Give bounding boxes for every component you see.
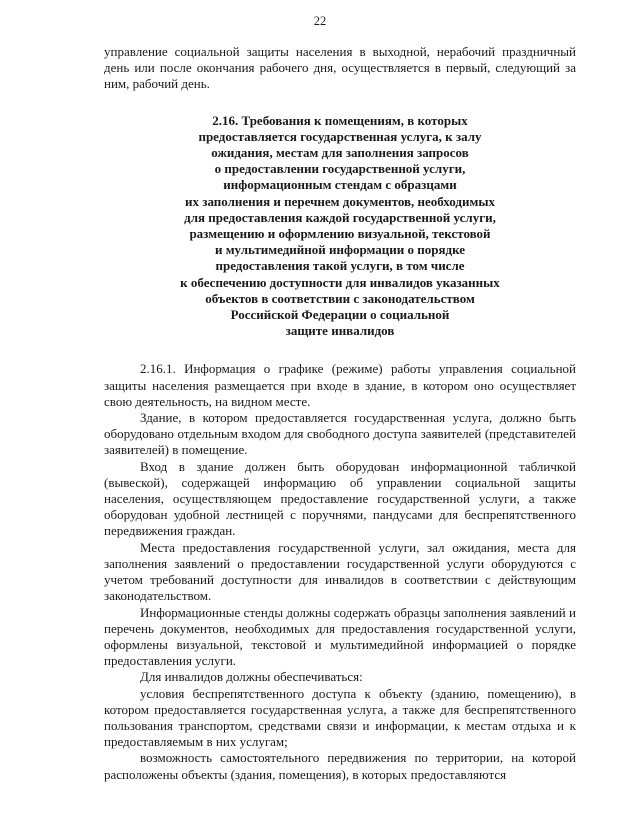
paragraph-2-16-1: 2.16.1. Информация о графике (режиме) работы управления социальной защиты населения размещается при входе в здание, в котором оно осуществляет свою деятельность, на видном месте. [104,361,576,409]
heading-line: 2.16. Требования к помещениям, в которых [212,112,468,128]
paragraph-movement: возможность самостоятельного передвижения по территории, на которой расположены объекты (здания, помещения), в которых предоставляются [104,750,576,782]
heading-line: Российской Федерации о социальной [230,307,450,323]
paragraph-access-conditions: условия беспрепятственного доступа к объекту (зданию, помещению), в котором предоставляется государственная услуга, а также для беспрепятственного пользования транспортом, средствами связи и информации, к местам отдыха и к предоставляемым в них услугам; [104,685,576,750]
heading-line: их заполнения и перечнем документов, необходимых [184,193,495,209]
document-body [104,44,576,783]
heading-line: информационным стендам с образцами [223,177,457,193]
paragraph-entrance-signage: Вход в здание должен быть оборудован информационной табличкой (вывеской), содержащей информацию об управлении социальной защиты населения, осуществляющем предоставление государственной услуги, а также оборудован удобной лестницей с поручнями, пандусами для беспрепятственного передвижения граждан. [104,458,576,539]
paragraph-building-entrance: Здание, в котором предоставляется государственная услуга, должно быть оборудовано отдельным входом для свободного доступа заявителей (представителей заявителей) в помещение. [104,410,576,458]
heading-line: предоставления такой услуги, в том числе [215,258,465,274]
heading-line: защите инвалидов [285,323,395,339]
heading-line: к обеспечению доступности для инвалидов указанных [180,274,500,290]
heading-line: о предоставлении государственной услуги, [214,161,466,177]
paragraph-service-places: Места предоставления государственной услуги, зал ожидания, места для заполнения заявлений о предоставлении государственной услуги оборудуются с учетом требований доступности для инвалидов в соответствии с действующим законодательством. [104,539,576,604]
paragraph-info-stands: Информационные стенды должны содержать образцы заполнения заявлений и перечень документов, необходимых для предоставления государственной услуги, оформлены визуальной, текстовой и мультимедийной информацией о порядке предоставления услуги. [104,604,576,669]
heading-line: ожидания, местам для заполнения запросов [211,145,469,161]
heading-line: предоставляется государственная услуга, к залу [198,128,482,144]
heading-line: объектов в соответствии с законодательством [205,290,475,306]
section-heading [104,113,576,340]
intro-paragraph: управление социальной защиты населения в выходной, нерабочий праздничный день или после окончания рабочего дня, осуществляется в первый, следующий за ним, рабочий день. [104,44,576,92]
heading-line: и мультимедийной информации о порядке [214,242,466,258]
paragraph-disabled-intro: Для инвалидов должны обеспечиваться: [140,669,363,685]
page-number: 22 [313,14,327,28]
heading-line: для предоставления каждой государственной услуги, [184,209,496,225]
heading-line: размещению и оформлению визуальной, текстовой [189,226,491,242]
